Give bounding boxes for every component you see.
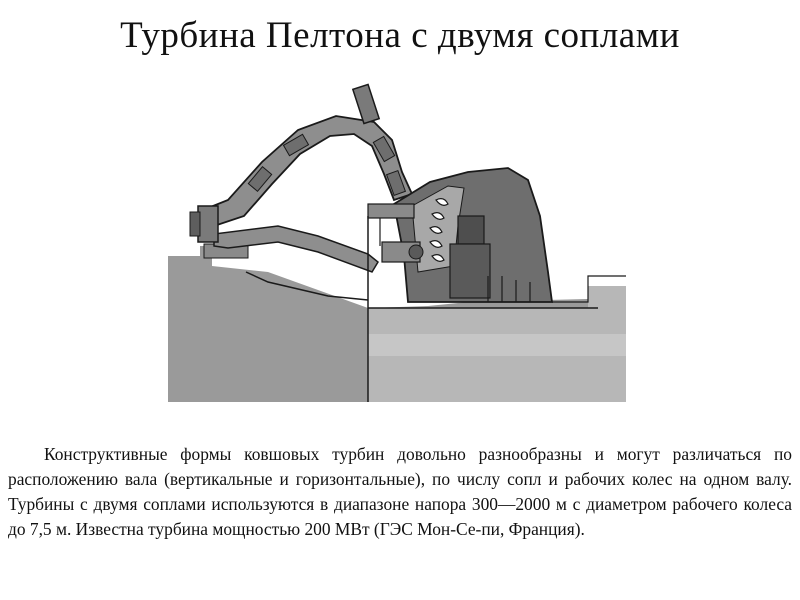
slide-title: Турбина Пелтона с двумя соплами (120, 15, 680, 56)
pelton-turbine-figure (168, 76, 626, 402)
pelton-turbine-diagram-icon (168, 76, 626, 402)
nozzle-assembly (368, 204, 414, 218)
inlet-valve (198, 206, 218, 242)
foundation-layer (368, 334, 626, 356)
shaft-bearing (458, 216, 484, 244)
body-paragraph: Конструктивные формы ковшовых турбин довольно разнообразны и могут различаться по расположению вала (вертикальные и горизонтальные), по числу сопл и рабочих колес на одном валу. Турбины с двумя соплами используются в диапазоне напора 300—2000 м с диаметром рабочего колеса до 7,5 м. Известна турбина мощностью 200 МВт (ГЭС Мон-Се-пи, Франция). (8, 444, 792, 539)
